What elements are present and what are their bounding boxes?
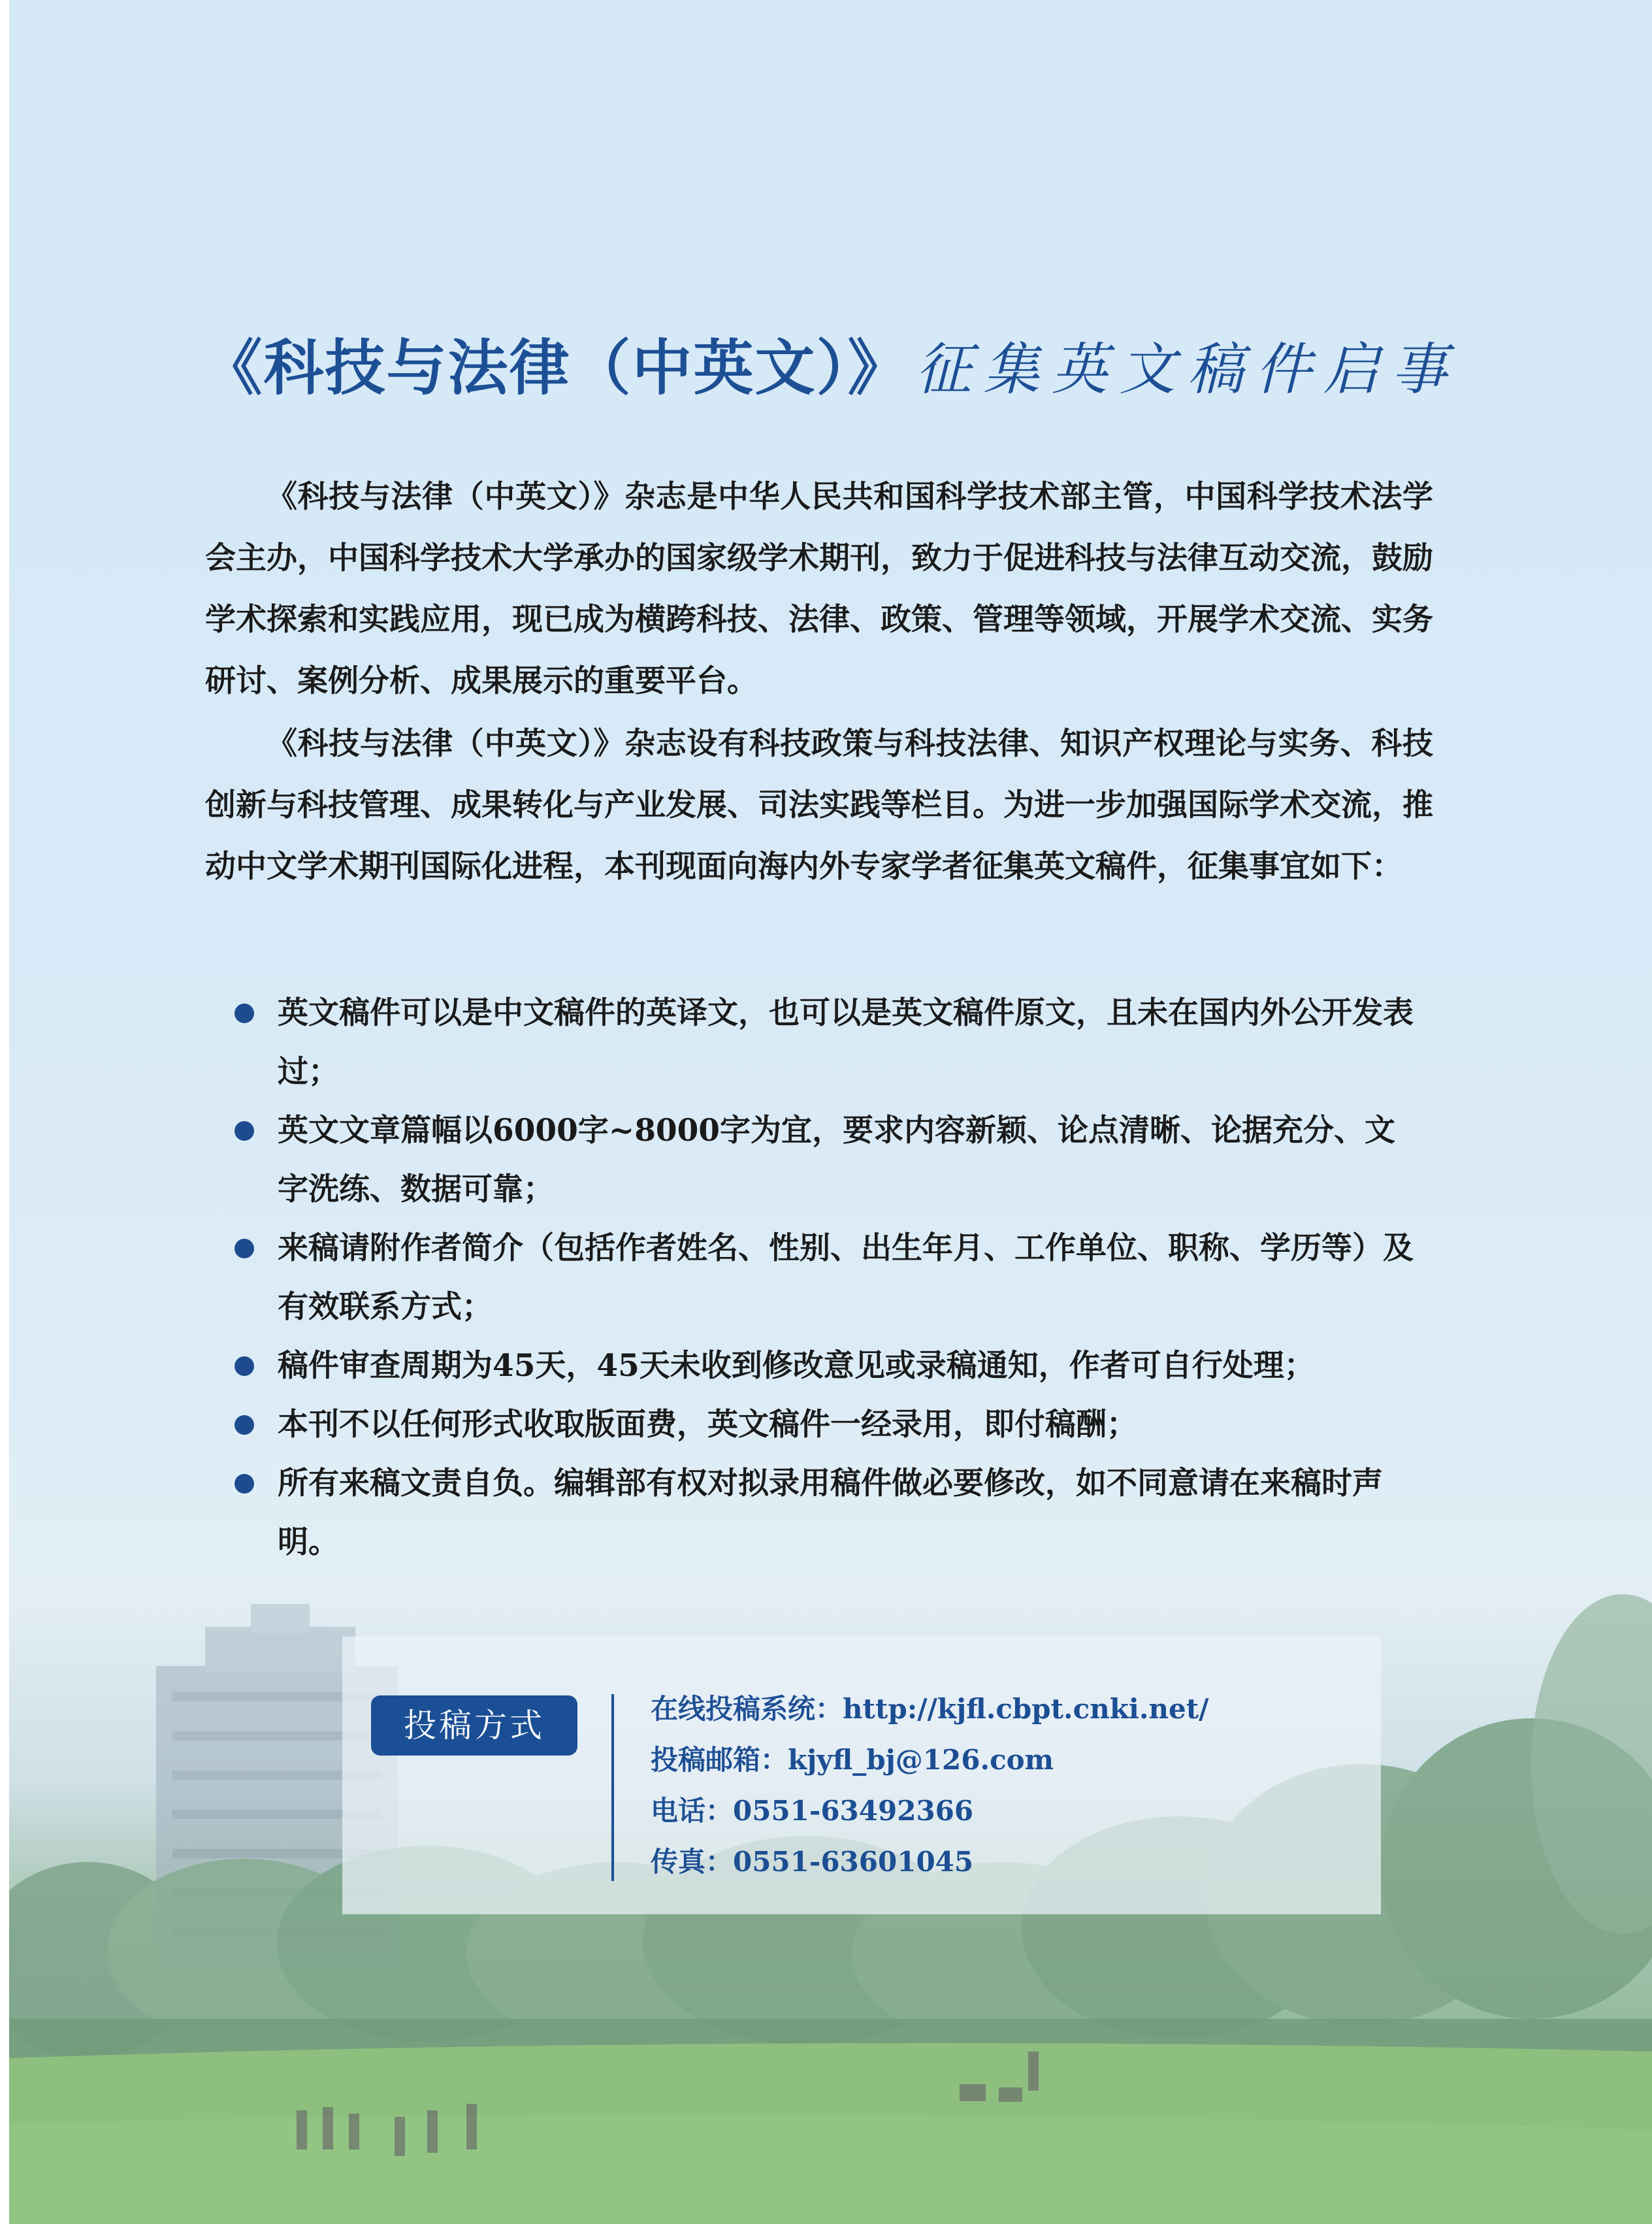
bullet-icon: [235, 1239, 254, 1258]
page-title: [9, 320, 1652, 406]
bullet-icon: [235, 1474, 254, 1494]
poster: [9, 0, 1652, 2224]
divider: [611, 1694, 614, 1881]
requirement-text: 英文稿件可以是中文稿件的英译文，也可以是英文稿件原文，且未在国内外公开发表过；: [278, 995, 1414, 1090]
intro-paragraph-1: 《科技与法律（中英文）》杂志是中华人民共和国科学技术部主管，中国科学技术法学会主办，中国科学技术大学承办的国家级学术期刊，致力于促进科技与法律互动交流，鼓励学术探索和实践应用，现已成为横跨科技、法律、政策、管理等领域，开展学术交流、实务研讨、案例分析、成果展示的重要平台。: [205, 479, 1433, 699]
contact-list: [651, 1684, 1208, 1888]
submission-email-link[interactable]: 投稿邮箱：kjyfl_bj@126.com: [651, 1744, 1054, 1776]
bullet-icon: [235, 1415, 254, 1435]
bullet-icon: [235, 1004, 254, 1023]
phone-number: 电话：0551-63492366: [651, 1795, 974, 1827]
list-item: [235, 1219, 1423, 1337]
list-item: [235, 1454, 1423, 1572]
online-submission-link[interactable]: 在线投稿系统：http://kjfl.cbpt.cnki.net/: [651, 1693, 1209, 1725]
submission-panel: [342, 1637, 1381, 1914]
requirement-text: 稿件审查周期为45天，45天未收到修改意见或录稿通知，作者可自行处理；: [278, 1348, 1315, 1384]
requirement-text: 英文文章篇幅以6000字~8000字为宜，要求内容新颖、论点清晰、论据充分、文字洗练、数据可靠；: [278, 1113, 1396, 1207]
bullet-icon: [235, 1356, 254, 1376]
title-call-for-papers: 征集英文稿件启事: [915, 337, 1459, 402]
list-item: [235, 1102, 1423, 1219]
requirement-text: 所有来稿文责自负。编辑部有权对拟录用稿件做必要修改，如不同意请在来稿时声明。: [278, 1465, 1383, 1560]
list-item: [235, 984, 1423, 1102]
list-item: [235, 1337, 1423, 1396]
page-margin: [0, 0, 9, 2224]
list-item: [235, 1396, 1423, 1454]
fax-number: 传真：0551-63601045: [651, 1846, 974, 1878]
requirement-text: 来稿请附作者简介（包括作者姓名、性别、出生年月、工作单位、职称、学历等）及有效联系方式；: [278, 1230, 1414, 1325]
bullet-icon: [235, 1121, 254, 1141]
title-journal-name: 《科技与法律（中英文）》: [202, 333, 909, 403]
requirements-list: [235, 984, 1423, 1572]
intro-paragraph-2: 《科技与法律（中英文）》杂志设有科技政策与科技法律、知识产权理论与实务、科技创新与科技管理、成果转化与产业发展、司法实践等栏目。为进一步加强国际学术交流，推动中文学术期刊国际化进程，本刊现面向海内外专家学者征集英文稿件，征集事宜如下：: [205, 726, 1433, 885]
requirement-text: 本刊不以任何形式收取版面费，英文稿件一经录用，即付稿酬；: [278, 1407, 1137, 1443]
submission-method-badge: 投稿方式: [371, 1695, 577, 1756]
